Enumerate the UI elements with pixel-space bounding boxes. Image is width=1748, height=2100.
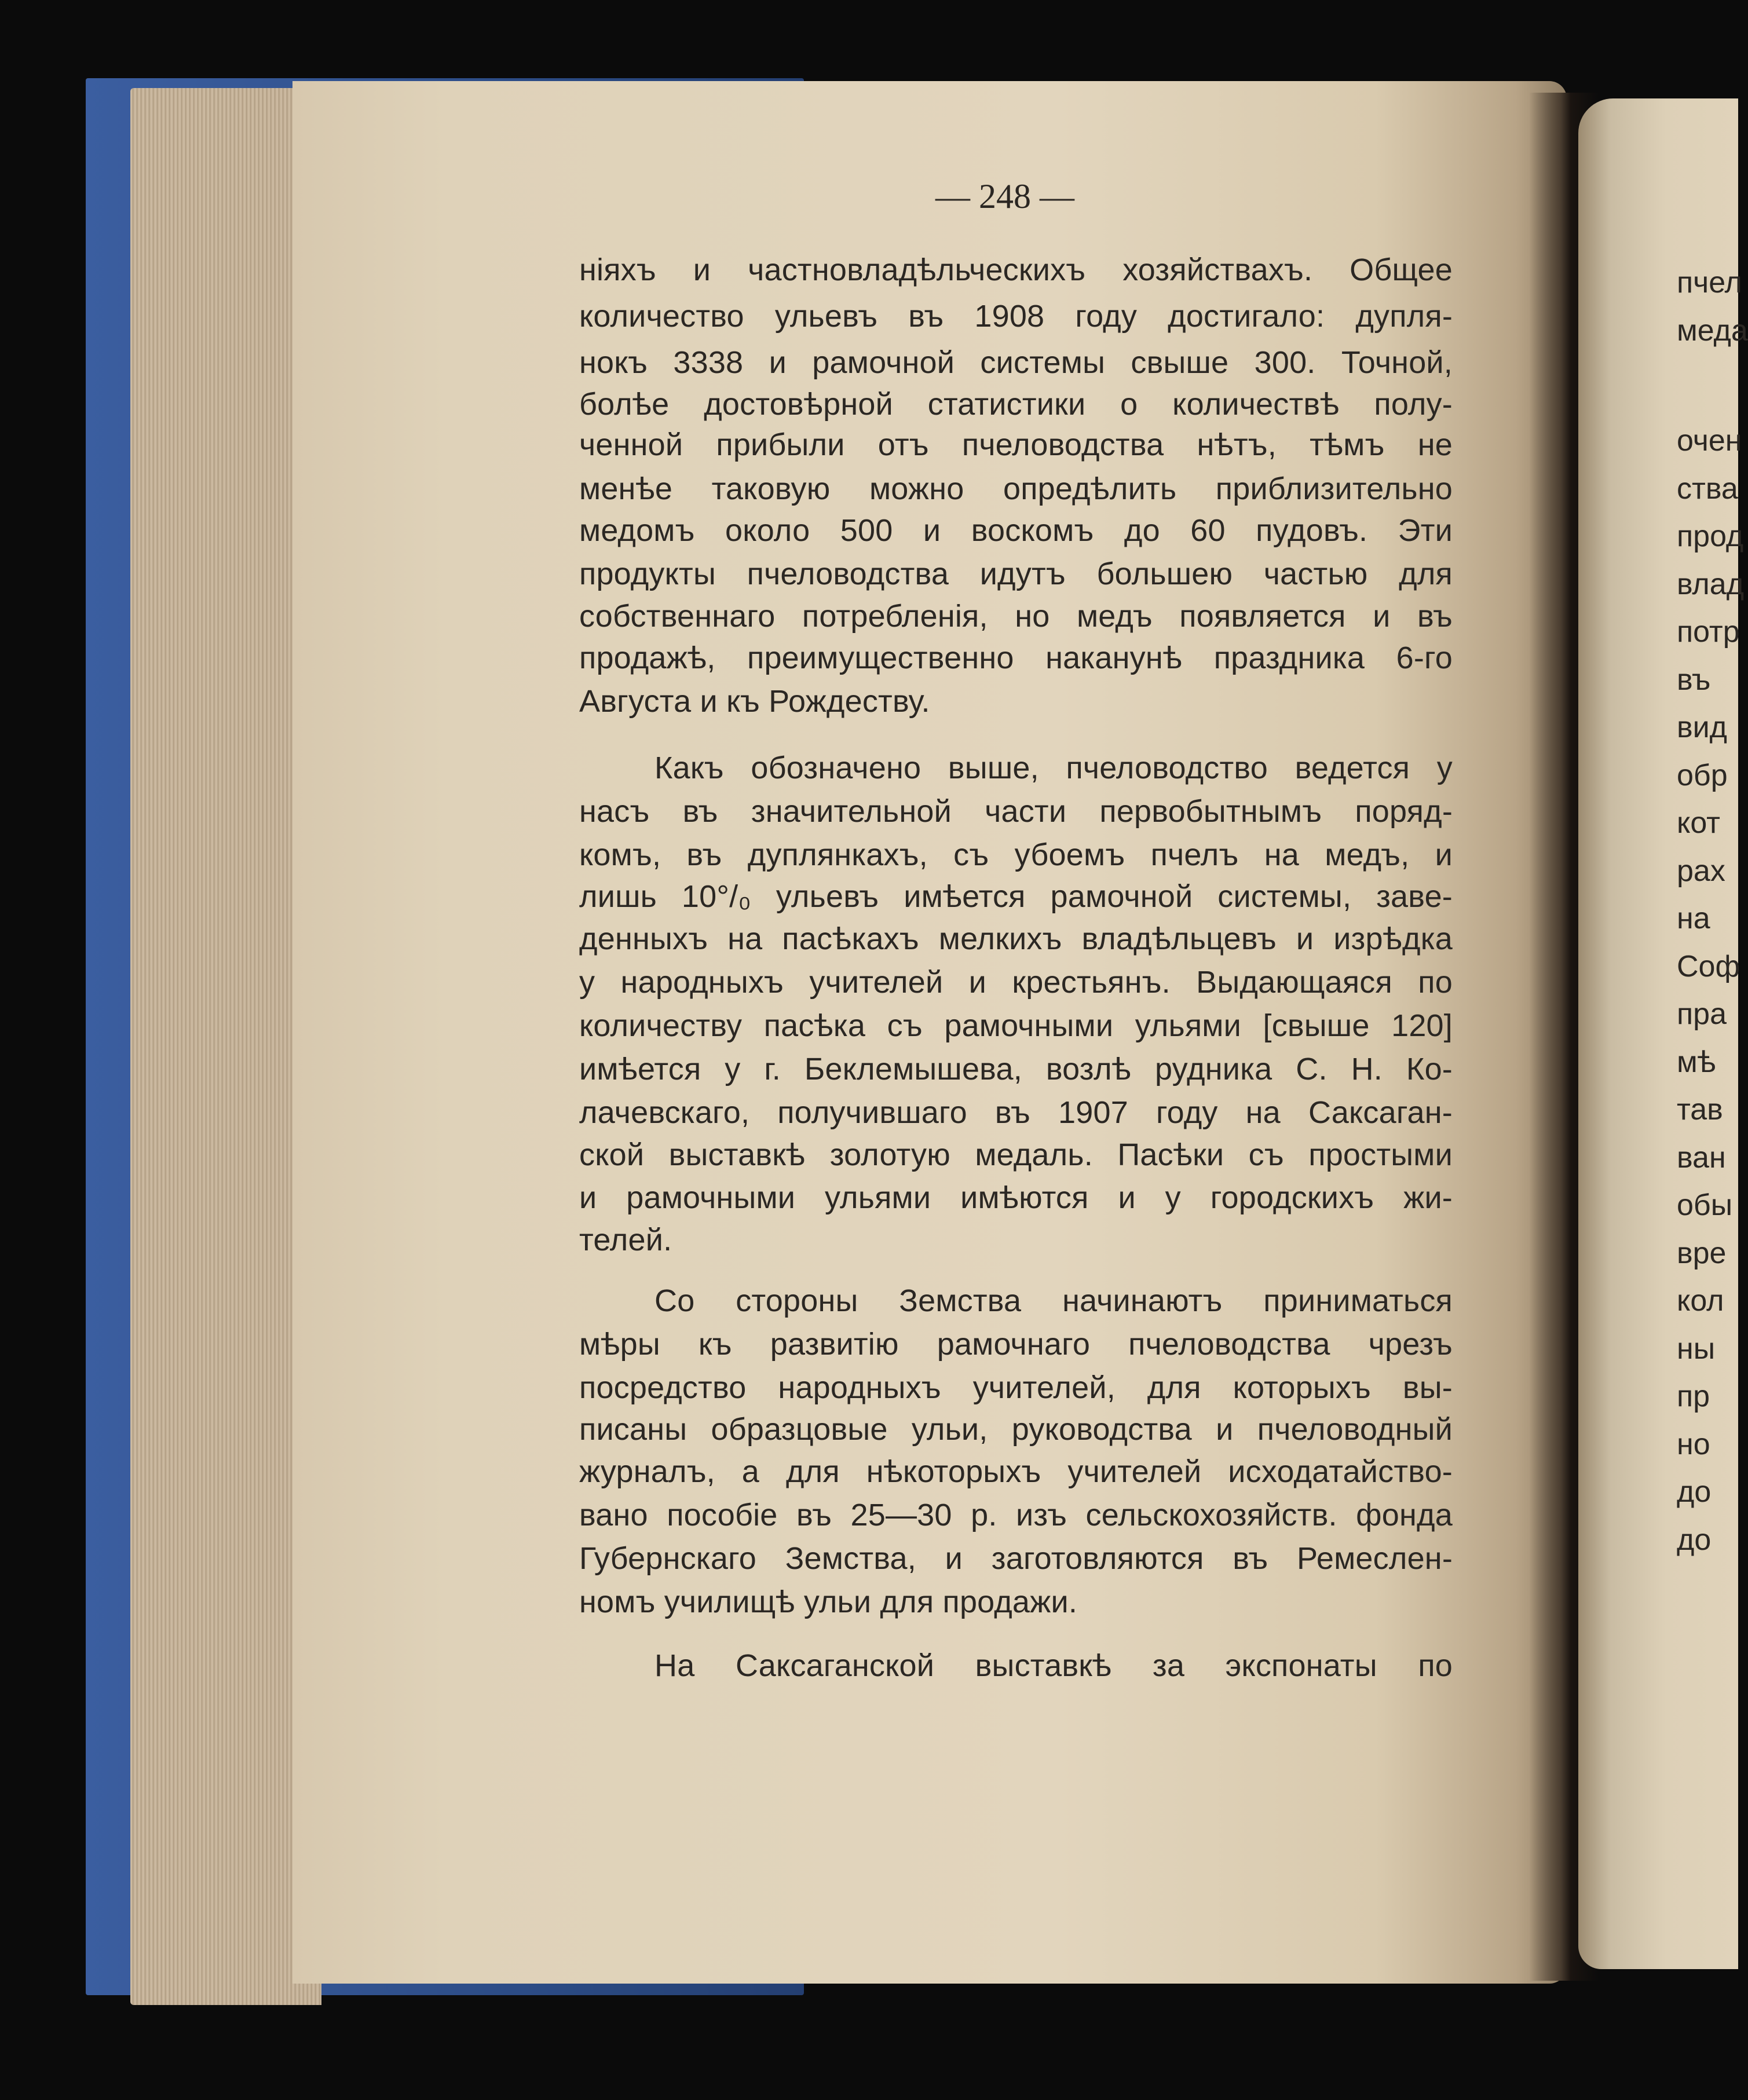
right-page-fragment: обы: [1677, 1188, 1733, 1222]
right-page-fragment: тав: [1677, 1093, 1723, 1126]
right-page-fragment: рах: [1677, 854, 1725, 888]
text-line: номъ училищѣ ульи для продажи.: [579, 1585, 1078, 1619]
text-line: у народныхъ учителей и крестьянъ. Выдающаяся по: [579, 965, 1453, 1000]
text-line: мѣры къ развитію рамочнаго пчеловодства чрезъ: [579, 1327, 1453, 1362]
right-page-fragment: пчел: [1677, 266, 1742, 299]
text-line: количеству пасѣка съ рамочными ульями [свыше 120]: [579, 1008, 1453, 1043]
right-page-fragment: кот: [1677, 806, 1720, 840]
text-line: Какъ обозначено выше, пчеловодство ведется у: [654, 751, 1453, 785]
text-line: медомъ около 500 и воскомъ до 60 пудовъ. Эти: [579, 513, 1453, 548]
right-page-fragment: очен: [1677, 424, 1742, 458]
text-line: Августа и къ Рождеству.: [579, 684, 930, 719]
right-page-fragment: влад: [1677, 568, 1745, 601]
text-line: телей.: [579, 1223, 672, 1257]
right-page-fragment: ства: [1677, 472, 1738, 506]
right-page-fragment: меда: [1677, 314, 1748, 347]
text-line: комъ, въ дуплянкахъ, съ убоемъ пчелъ на медъ, и: [579, 837, 1453, 872]
right-page-fragment: ны: [1677, 1332, 1716, 1366]
text-line: ченной прибыли отъ пчеловодства нѣтъ, тѣмъ не: [579, 427, 1453, 462]
text-line: Со стороны Земства начинаютъ приниматься: [654, 1283, 1453, 1318]
text-line: собственнаго потребленія, но медъ появляется и въ: [579, 599, 1453, 634]
right-page-fragment: ван: [1677, 1141, 1726, 1175]
text-line: На Саксаганской выставкѣ за экспонаты по: [654, 1648, 1453, 1683]
text-line: продажѣ, преимущественно наканунѣ праздника 6-го: [579, 641, 1453, 675]
text-line: журналъ, а для нѣкоторыхъ учителей исходатайство-: [579, 1454, 1453, 1489]
right-page-fragment: до: [1677, 1475, 1712, 1509]
text-line: нокъ 3338 и рамочной системы свыше 300. Точной,: [579, 345, 1453, 380]
right-page-fragment: вре: [1677, 1236, 1727, 1270]
text-line: имѣется у г. Беклемышева, возлѣ рудника С. Н. Ко-: [579, 1052, 1453, 1086]
right-page-fragment: до: [1677, 1523, 1712, 1557]
text-line: ніяхъ и частновладѣльческихъ хозяйствахъ. Общее: [579, 253, 1453, 287]
text-line: посредство народныхъ учителей, для которыхъ вы-: [579, 1370, 1453, 1405]
right-page-fragment: но: [1677, 1428, 1710, 1461]
text-line: денныхъ на пасѣкахъ мелкихъ владѣльцевъ и изрѣдка: [579, 921, 1453, 956]
right-page-fragment: пр: [1677, 1380, 1710, 1413]
text-line: продукты пчеловодства идутъ большею частью для: [579, 557, 1453, 591]
page-number: — 248 —: [935, 177, 1074, 215]
text-line: ской выставкѣ золотую медаль. Пасѣки съ простыми: [579, 1137, 1453, 1172]
text-line: и рамочными ульями имѣются и у городскихъ жи-: [579, 1180, 1453, 1215]
right-page-fragment: въ: [1677, 663, 1711, 697]
text-line: болѣе достовѣрной статистики о количествѣ полу-: [579, 387, 1453, 422]
text-line: насъ въ значительной части первобытнымъ поряд-: [579, 794, 1453, 829]
right-page-fragment: Соф: [1677, 950, 1740, 983]
right-page-fragment: прод: [1677, 519, 1744, 553]
right-page-fragment: на: [1677, 902, 1710, 935]
text-line: количество ульевъ въ 1908 году достигало: дупля-: [579, 299, 1453, 334]
text-line: лишь 10°/₀ ульевъ имѣется рамочной системы, заве-: [579, 879, 1453, 914]
text-line: вано пособіе въ 25—30 р. изъ сельскохозяйств. фонда: [579, 1498, 1453, 1532]
right-page-fragment: кол: [1677, 1284, 1724, 1318]
text-line: менѣе таковую можно опредѣлить приблизительно: [579, 471, 1453, 506]
text-line: Губернскаго Земства, и заготовляются въ Ремеслен-: [579, 1541, 1453, 1576]
right-page-fragment: потр: [1677, 615, 1740, 649]
text-line: писаны образцовые ульи, руководства и пчеловодный: [579, 1412, 1453, 1447]
right-page-fragment: обр: [1677, 759, 1728, 792]
right-page-fragment: вид: [1677, 711, 1728, 744]
right-page-fragment: пра: [1677, 997, 1727, 1031]
right-page-fragment: мѣ: [1677, 1045, 1716, 1079]
text-line: лачевскаго, получившаго въ 1907 году на Саксаган-: [579, 1095, 1453, 1130]
